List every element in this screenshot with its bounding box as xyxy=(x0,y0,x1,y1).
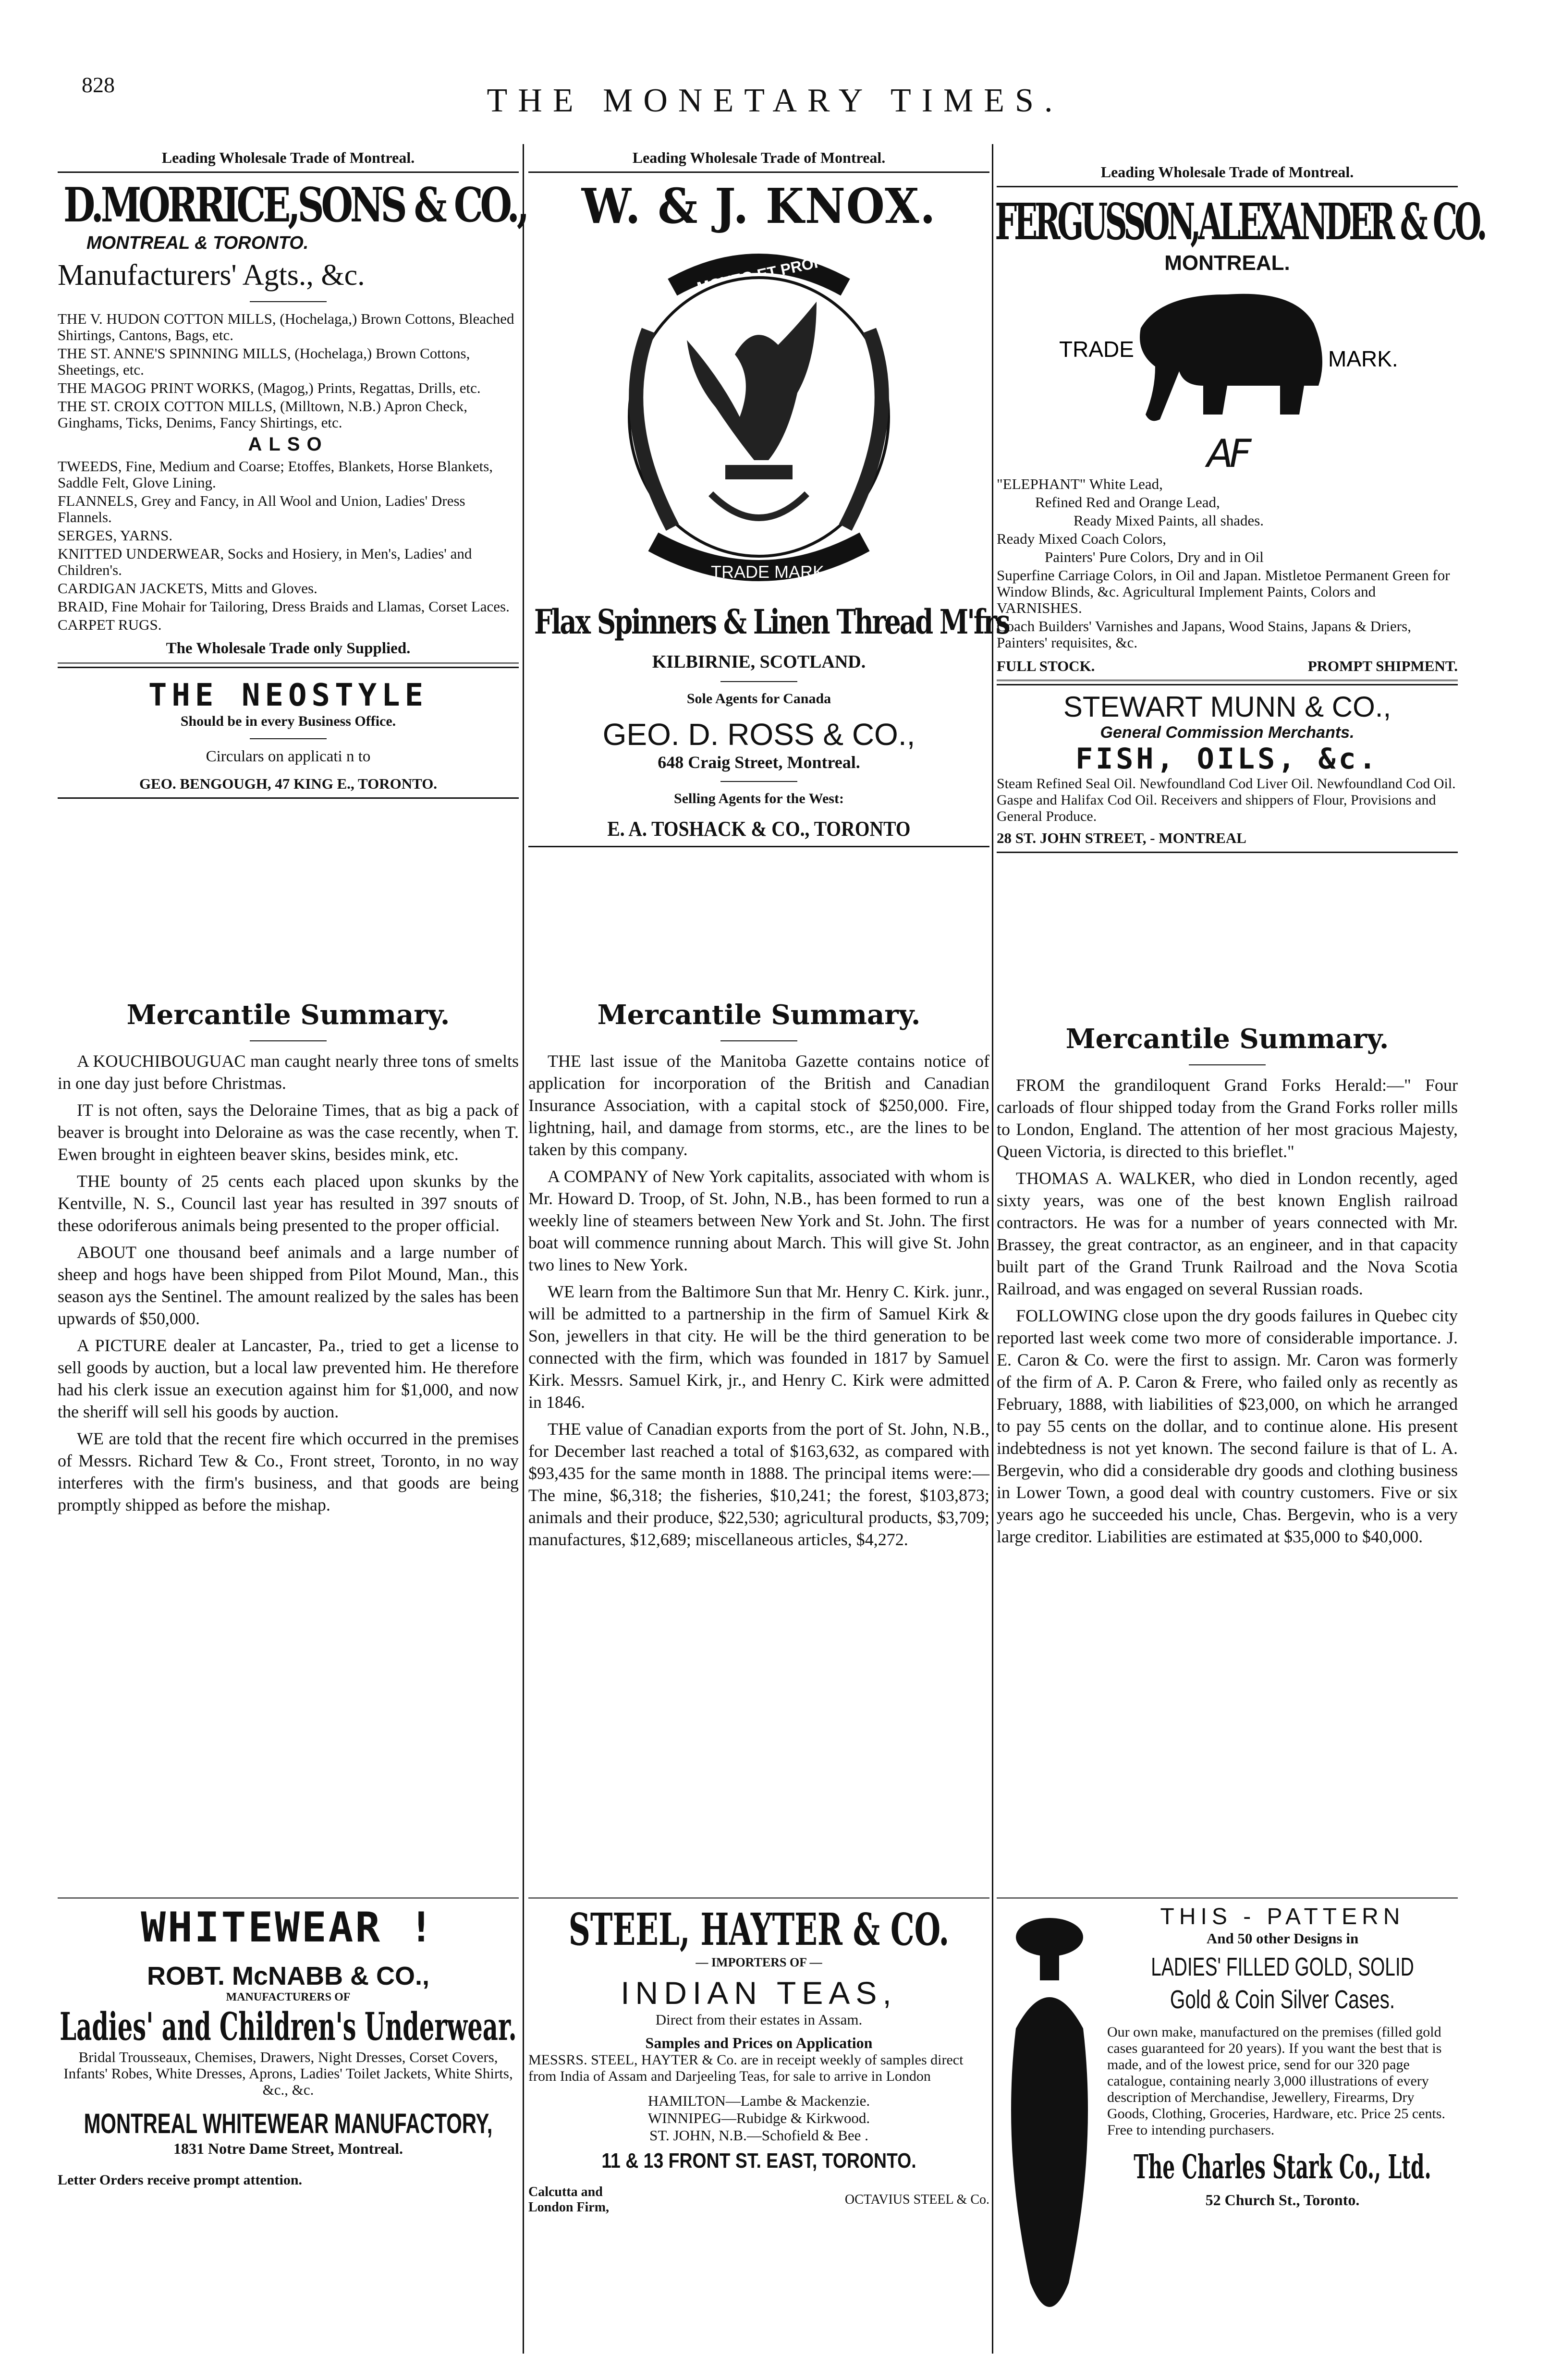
list-item: Superfine Carriage Colors, in Oil and Japan. Mistletoe Permanent Green for Window Blinds, &c. Agricultural Implement Paints, Colors and VARNISHES. xyxy=(997,567,1450,616)
neostyle-subtitle: Should be in every Business Office. xyxy=(180,713,396,729)
list-item: THE MAGOG PRINT WORKS, (Magog,) Prints, Regattas, Drills, etc. xyxy=(58,379,481,396)
front-street-address: 11 & 13 FRONT ST. EAST, TORONTO. xyxy=(601,2149,916,2173)
summary-column-1 xyxy=(58,989,519,1521)
samples-heading: Samples and Prices on Application xyxy=(645,2034,873,2051)
west-agent: E. A. TOSHACK & CO., TORONTO xyxy=(607,817,911,841)
list-item: Ready Mixed Paints, all shades. xyxy=(1074,512,1264,529)
business-line: Flax Spinners & Linen Thread M'frs xyxy=(534,602,1009,642)
factory-address: 1831 Notre Dame Street, Montreal. xyxy=(173,2140,403,2157)
calcutta-firm: Calcutta and London Firm, xyxy=(528,2185,610,2215)
agent-name: GEO. D. ROSS & CO., xyxy=(602,717,915,752)
list-item: Painters' Pure Colors, Dry and in Oil xyxy=(1045,549,1264,565)
also-list xyxy=(58,458,519,633)
firm-cities: MONTREAL & TORONTO. xyxy=(86,233,309,253)
summary-column-3 xyxy=(997,1013,1458,1552)
watch-chain-icon xyxy=(997,1908,1102,2341)
circulars-note: Circulars on applicati n to xyxy=(206,748,371,765)
underwear-title: Ladies' and Children's Underwear. xyxy=(60,2004,517,2049)
list-item: BRAID, Fine Mohair for Tailoring, Dress Braids and Llamas, Corset Laces. xyxy=(58,598,510,615)
agent-address: 648 Craig Street, Montreal. xyxy=(658,753,860,772)
manufacturers-label: MANUFACTURERS OF xyxy=(226,1991,351,2003)
list-item: Coach Builders' Varnishes and Japans, Wood Stains, Japans & Driers, Painters' requisites, &c. xyxy=(997,618,1411,651)
whitewear-title: WHITEWEAR ! xyxy=(141,1904,436,1952)
wholesale-note: The Wholesale Trade only Supplied. xyxy=(166,640,411,657)
news-item: THE bounty of 25 cents each placed upon skunks by the Kentville, N. S., Council last year has resulted in 397 snouts of these odoriferous animals being presented to the proper official. xyxy=(58,1172,519,1235)
news-item: FOLLOWING close upon the dry goods failures in Quebec city reported last week come two more of considerable importance. J. E. Caron & Co. were the first to assign. Mr. Caron was formerly of the firm of A. P. Caron & Frere, who failed only as recently as February, 1888, with liabilities of $23,000, on which he arranged to pay 55 cents on the dollar, and to continue alone. His present indebtedness is not yet known. The second failure is that of L. A. Bergevin, who did a considerable dry goods and clothing business in Lower Town, a good deal with country customers. Five or six years ago he succeeded his uncle, Chas. Bergevin, who is a very large creditor. Liabilities are estimated at $35,000 to $40,000. xyxy=(997,1306,1458,1546)
neostyle-agent: GEO. BENGOUGH, 47 KING E., TORONTO. xyxy=(139,775,438,792)
news-item: A PICTURE dealer at Lancaster, Pa., tried to get a license to sell goods by auction, but a local law prevented him. He therefore had his clerk issue an execution against him for $1,000, and now the sheriff will sell his goods by auction. xyxy=(58,1336,519,1421)
summary-title: Mercantile Summary. xyxy=(597,999,921,1031)
factory-name: MONTREAL WHITEWEAR MANUFACTORY, xyxy=(84,2108,493,2139)
charles-stark-name: The Charles Stark Co., Ltd. xyxy=(1134,2148,1431,2186)
filled-gold-title: LADIES' FILLED GOLD, SOLID xyxy=(1151,1953,1414,1981)
masthead: THE MONETARY TIMES. xyxy=(487,82,1063,119)
firm-name: FERGUSSON,ALEXANDER & CO. xyxy=(995,192,1485,251)
fish-oils-title: FISH, OILS, &c. xyxy=(1075,742,1379,776)
charles-stark-address: 52 Church St., Toronto. xyxy=(1205,2191,1360,2209)
trademark-label: TRADE MARK xyxy=(711,562,825,582)
underwear-items: Bridal Trousseaux, Chemises, Drawers, Night Dresses, Corset Covers, Infants' Robes, White Dresses, Aprons, Ladies' Toilet Jackets, White Shirts, &c., &c. xyxy=(63,2049,513,2098)
full-stock-label: FULL STOCK. xyxy=(997,658,1095,674)
teas-direct: Direct from their estates in Assam. xyxy=(655,2011,863,2028)
news-item: THE last issue of the Manitoba Gazette contains notice of application for incorporation of the British and Canadian Insurance Association, with a capital stock of $250,000. Fire, lightning, hail, and damage from storms, etc., are the lines to be taken by this company. xyxy=(528,1051,989,1159)
column-rule xyxy=(523,144,524,2354)
news-item: FROM the grandiloquent Grand Forks Herald:—" Four carloads of flour shipped today from the Grand Forks roller mills to London, England. The attention of her most gracious Majesty, Queen Victoria, is directed to this brieflet." xyxy=(997,1075,1458,1161)
monogram: AF xyxy=(1207,431,1248,476)
steel-hayter-ad xyxy=(528,1897,989,2215)
stewart-firm: STEWART MUNN & CO., xyxy=(1063,691,1391,723)
pattern-title: THIS - PATTERN xyxy=(1160,1904,1405,1929)
mcnabb-name: ROBT. McNABB & CO., xyxy=(146,1962,429,1990)
neostyle-title: THE NEOSTYLE xyxy=(148,678,428,713)
list-item: THE V. HUDON COTTON MILLS, (Hochelaga,) Brown Cottons, Bleached Shirtings, Cantons, Bags, etc. xyxy=(58,310,514,343)
motto: MOVEO ET PROFICIOR xyxy=(695,244,867,296)
section-header: Leading Wholesale Trade of Montreal. xyxy=(161,149,415,166)
stark-ad xyxy=(997,1897,1458,2209)
summary-title: Mercantile Summary. xyxy=(126,999,450,1031)
pattern-text: Our own make, manufactured on the premises (filled gold cases guaranteed for 20 years). If you want the best that is made, and of the lowest price, send for our 320 page catalogue, containing nearly 3,000 illustrations of every description of Merchandise, Jewellery, Firearms, Dry Goods, Clothing, Groceries, Hardware, etc. Price 25 cents. Free to intending purchasers. xyxy=(1107,2024,1445,2138)
prompt-shipment-label: PROMPT SHIPMENT. xyxy=(1307,658,1458,674)
indian-teas: INDIAN TEAS, xyxy=(621,1975,897,2011)
agent-hamilton: HAMILTON—Lambe & Mackenzie. xyxy=(647,2092,870,2109)
fish-oils-text: Steam Refined Seal Oil. Newfoundland Cod Liver Oil. Newfoundland Cod Oil. Gaspe and Halifax Cod Oil. Receivers and shippers of Flour, Provisions and General Produce. xyxy=(997,776,1456,824)
list-item: CARPET RUGS. xyxy=(58,616,162,633)
firm-role: Manufacturers' Agts., &c. xyxy=(58,259,365,292)
importers-label: — IMPORTERS OF — xyxy=(696,1955,822,1969)
column-1 xyxy=(58,144,527,804)
list-item: Refined Red and Orange Lead, xyxy=(1035,494,1220,511)
list-item: TWEEDS, Fine, Medium and Coarse; Etoffes, Blankets, Horse Blankets, Saddle Felt, Glove Lining. xyxy=(58,458,493,491)
column-rule xyxy=(992,144,993,2354)
list-item: Ready Mixed Coach Colors, xyxy=(997,530,1167,547)
business-place: KILBIRNIE, SCOTLAND. xyxy=(652,652,866,672)
firm-name: D.MORRICE,SONS & CO., xyxy=(63,178,527,233)
news-item: A KOUCHIBOUGUAC man caught nearly three tons of smelts in one day just before Christmas. xyxy=(58,1051,519,1093)
list-item: THE ST. ANNE'S SPINNING MILLS, (Hochelaga,) Brown Cottons, Sheetings, etc. xyxy=(58,345,470,378)
section-header: Leading Wholesale Trade of Montreal. xyxy=(1100,163,1354,181)
list-item: FLANNELS, Grey and Fancy, in All Wool and Union, Ladies' Dress Flannels. xyxy=(58,492,465,525)
samples-text: MESSRS. STEEL, HAYTER & Co. are in receipt weekly of samples direct from India of Assam and Darjeeling Teas, for sale to arrive in London xyxy=(528,2052,964,2084)
products-list xyxy=(997,476,1458,651)
whitewear-ad xyxy=(58,1897,519,2188)
pattern-designs: And 50 other Designs in xyxy=(1206,1930,1359,1947)
column-2 xyxy=(528,144,1009,852)
mills-list xyxy=(58,311,519,431)
news-item: WE learn from the Baltimore Sun that Mr. Henry C. Kirk. junr., will be admitted to a partnership in the firm of Samuel Kirk & Son, jewellers in that city. He will be the third generation to be connected with the firm, which was founded in 1817 by Samuel Kirk. Messrs. Samuel Kirk, jr., and Henry C. Kirk were admitted in 1846. xyxy=(528,1282,989,1412)
eagle-trademark-icon xyxy=(528,234,989,599)
list-item: "ELEPHANT" White Lead, xyxy=(997,476,1163,492)
also-heading: ALSO xyxy=(248,434,329,455)
news-item: WE are told that the recent fire which occurred in the premises of Messrs. Richard Tew & Co., Front street, Toronto, in no way interferes with the firm's business, and that goods are being promptly shipped as before the mishap. xyxy=(58,1429,519,1514)
firm-city: MONTREAL. xyxy=(1164,251,1290,275)
selling-agents-label: Selling Agents for the West: xyxy=(674,791,844,806)
list-item: CARDIGAN JACKETS, Mitts and Gloves. xyxy=(58,580,317,597)
page-number: 828 xyxy=(82,73,115,97)
fish-oils-address: 28 ST. JOHN STREET, - MONTREAL xyxy=(997,830,1246,846)
news-item: ABOUT one thousand beef animals and a large number of sheep and hogs have been shipped from Pilot Mound, Man., this season ays the Sentinel. The amount realized by the sales has been upwards of $50,000. xyxy=(58,1243,519,1328)
octavius-steel: OCTAVIUS STEEL & Co. xyxy=(844,2192,989,2207)
mark-label: MARK. xyxy=(1328,346,1398,371)
elephant-trademark-icon xyxy=(997,275,1458,429)
list-item: THE ST. CROIX COTTON MILLS, (Milltown, N.B.) Apron Check, Ginghams, Ticks, Denims, Fancy Shirtings, etc. xyxy=(58,398,468,431)
list-item: SERGES, YARNS. xyxy=(58,527,173,544)
news-item: IT is not often, says the Deloraine Times, that as big a pack of beaver is brought into Deloraine as was the case recently, when T. Ewen brought in eighteen beaver skins, besides mink, etc. xyxy=(58,1100,519,1164)
news-item: THE value of Canadian exports from the port of St. John, N.B., for December last reached a total of $163,632, as compared with $93,435 for the same month in 1888. The principal items were:—The mine, $6,318; the fisheries, $10,241; the forest, $103,873; animals and their produce, $22,530; agricultural products, $3,709; manufactures, $12,689; miscellaneous articles, $4,272. xyxy=(528,1419,989,1549)
stewart-role: General Commission Merchants. xyxy=(1100,723,1355,742)
orders-note: Letter Orders receive prompt attention. xyxy=(58,2172,303,2188)
firm-name: W. & J. KNOX. xyxy=(581,178,937,234)
news-item: THOMAS A. WALKER, who died in London recently, aged sixty years, was one of the best known English railroad contractors. He was for a number of years connected with Mr. Brassey, the great contractor, as an engineer, and in that capacity built part of the Grand Trunk Railroad and the Nova Scotia Railroad, and was engaged on several Russian roads. xyxy=(997,1169,1458,1298)
agent-winnipeg: WINNIPEG—Rubidge & Kirkwood. xyxy=(647,2110,870,2126)
list-item: KNITTED UNDERWEAR, Socks and Hosiery, in Men's, Ladies' and Children's. xyxy=(58,545,472,578)
sole-agents-label: Sole Agents for Canada xyxy=(686,691,831,707)
agent-stjohn: ST. JOHN, N.B.—Schofield & Bee . xyxy=(649,2127,868,2144)
silver-cases-title: Gold & Coin Silver Cases. xyxy=(1170,1985,1395,2014)
column-3 xyxy=(995,144,1485,858)
summary-title: Mercantile Summary. xyxy=(1065,1023,1389,1055)
news-item: A COMPANY of New York capitalits, associated with whom is Mr. Howard D. Troop, of St. John, N.B., has been formed to run a weekly line of steamers between New York and St. John. The first boat will commence running about March. This will give St. John two lines to New York. xyxy=(528,1167,989,1274)
summary-column-2 xyxy=(528,989,989,1555)
section-header: Leading Wholesale Trade of Montreal. xyxy=(632,149,886,166)
trade-label: TRADE xyxy=(1059,337,1134,362)
steel-hayter-title: STEEL, HAYTER & CO. xyxy=(568,1904,950,1955)
